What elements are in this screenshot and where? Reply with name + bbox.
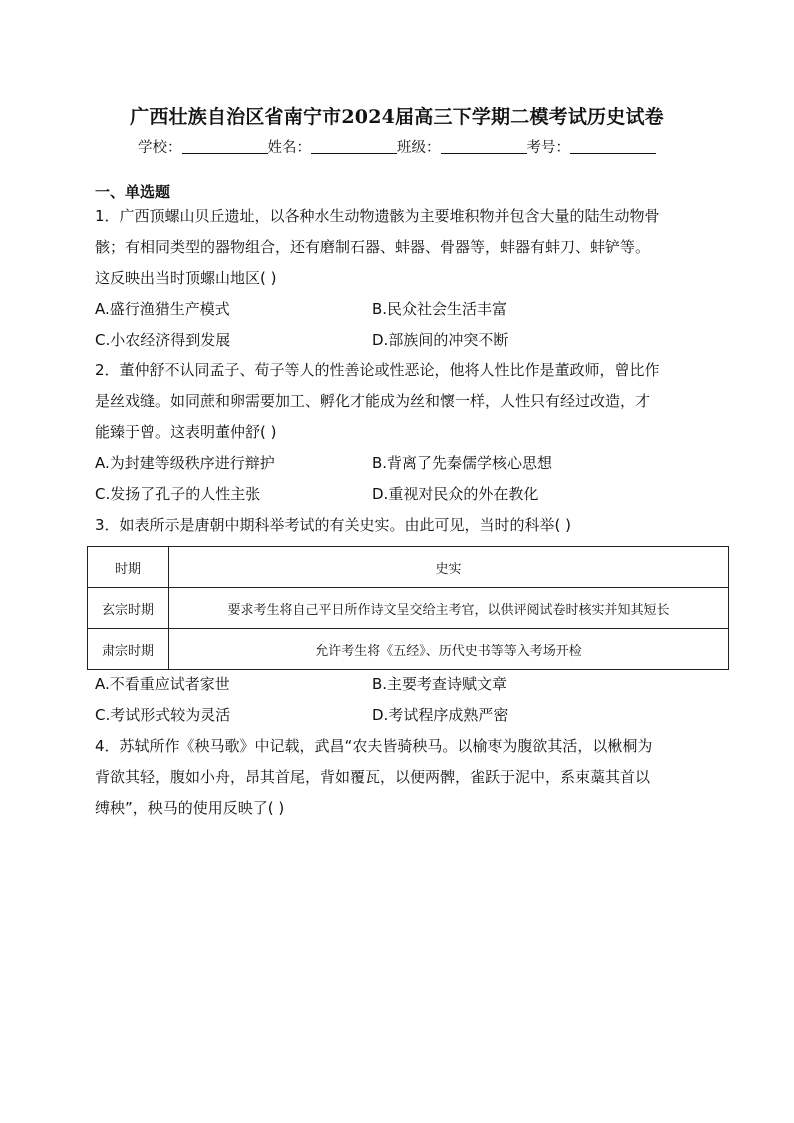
section-title: 一、单选题 (95, 183, 171, 201)
question-3 (95, 510, 715, 541)
question-line: 缚秧”，秧马的使用反映了( ) (95, 799, 285, 817)
option-a: A.盛行渔猎生产模式 (95, 300, 230, 318)
options-row (95, 448, 715, 479)
exam-title: 广西壮族自治区省南宁市2024届高三下学期二模考试历史试卷 (130, 106, 664, 128)
school-blank (182, 139, 268, 154)
school-label: 学校： (138, 140, 182, 156)
table-cell-fact: 要求考生将自己平日所作诗文呈交给主考官，以供评阅试卷时核实并知其短长 (169, 588, 729, 629)
option-a: A.不看重应试者家世 (95, 675, 230, 693)
options-row (95, 700, 715, 731)
question-4 (95, 731, 715, 824)
options-row (95, 325, 715, 356)
question-line: 这反映出当时顶螺山地区( ) (95, 269, 277, 287)
option-b: B.民众社会生活丰富 (372, 300, 508, 318)
option-b: B.背离了先秦儒学核心思想 (372, 454, 553, 472)
question-line: 1．广西顶螺山贝丘遗址，以各种水生动物遗骸为主要堆积物并包含大量的陆生动物骨 (95, 207, 660, 225)
options-row (95, 479, 715, 510)
table-cell-period: 玄宗时期 (88, 588, 169, 629)
table-row (88, 629, 729, 670)
question-1 (95, 201, 715, 356)
table-header-facts: 史实 (169, 547, 729, 588)
options-row (95, 669, 715, 700)
question-line: 是丝戏缝。如同蔗和卵需要加工、孵化才能成为丝和懷一样，人性只有经过改造，才 (95, 392, 651, 410)
class-label: 班级： (397, 140, 441, 156)
question-line: 2．董仲舒不认同孟子、荀子等人的性善论或性恶论，他将人性比作是董政师，曾比作 (95, 361, 660, 379)
option-d: D.重视对民众的外在教化 (372, 485, 539, 503)
name-blank (311, 139, 397, 154)
question-line: 能臻于曾。这表明董仲舒( ) (95, 423, 277, 441)
facts-table (87, 546, 729, 670)
exam-number-blank (570, 139, 656, 154)
option-d: D.考试程序成熟严密 (372, 706, 509, 724)
question-3-options (95, 669, 715, 731)
option-a: A.为封建等级秩序进行辩护 (95, 454, 275, 472)
table-row (88, 588, 729, 629)
table-header-period: 时期 (88, 547, 169, 588)
question-line: 骸；有相同类型的器物组合，还有磨制石器、蚌器、骨器等，蚌器有蚌刀、蚌铲等。 (95, 238, 651, 256)
question-line: 背欲其轻，腹如小舟，昂其首尾，背如覆瓦，以便两髀，雀跃于泥中，系束藁其首以 (95, 768, 651, 786)
question-line: 4．苏轼所作《秧马歌》中记载，武昌“农夫皆骑秧马。以榆枣为腹欲其活，以楸桐为 (95, 737, 653, 755)
name-label: 姓名： (267, 140, 311, 156)
exam-number-label: 考号： (526, 140, 570, 156)
options-row (95, 294, 715, 325)
option-d: D.部族间的冲突不断 (372, 331, 509, 349)
question-2 (95, 355, 715, 510)
class-blank (441, 139, 527, 154)
student-info-line (0, 136, 794, 157)
option-c: C.发扬了孔子的人性主张 (95, 485, 261, 503)
table-cell-period: 肃宗时期 (88, 629, 169, 670)
question-line: 3．如表所示是唐朝中期科举考试的有关史实。由此可见，当时的科举( ) (95, 516, 572, 534)
table-header-row (88, 547, 729, 588)
option-c: C.小农经济得到发展 (95, 331, 231, 349)
table-cell-fact: 允许考生将《五经》、历代史书等等入考场开检 (169, 629, 729, 670)
option-c: C.考试形式较为灵活 (95, 706, 231, 724)
option-b: B.主要考查诗赋文章 (372, 675, 508, 693)
